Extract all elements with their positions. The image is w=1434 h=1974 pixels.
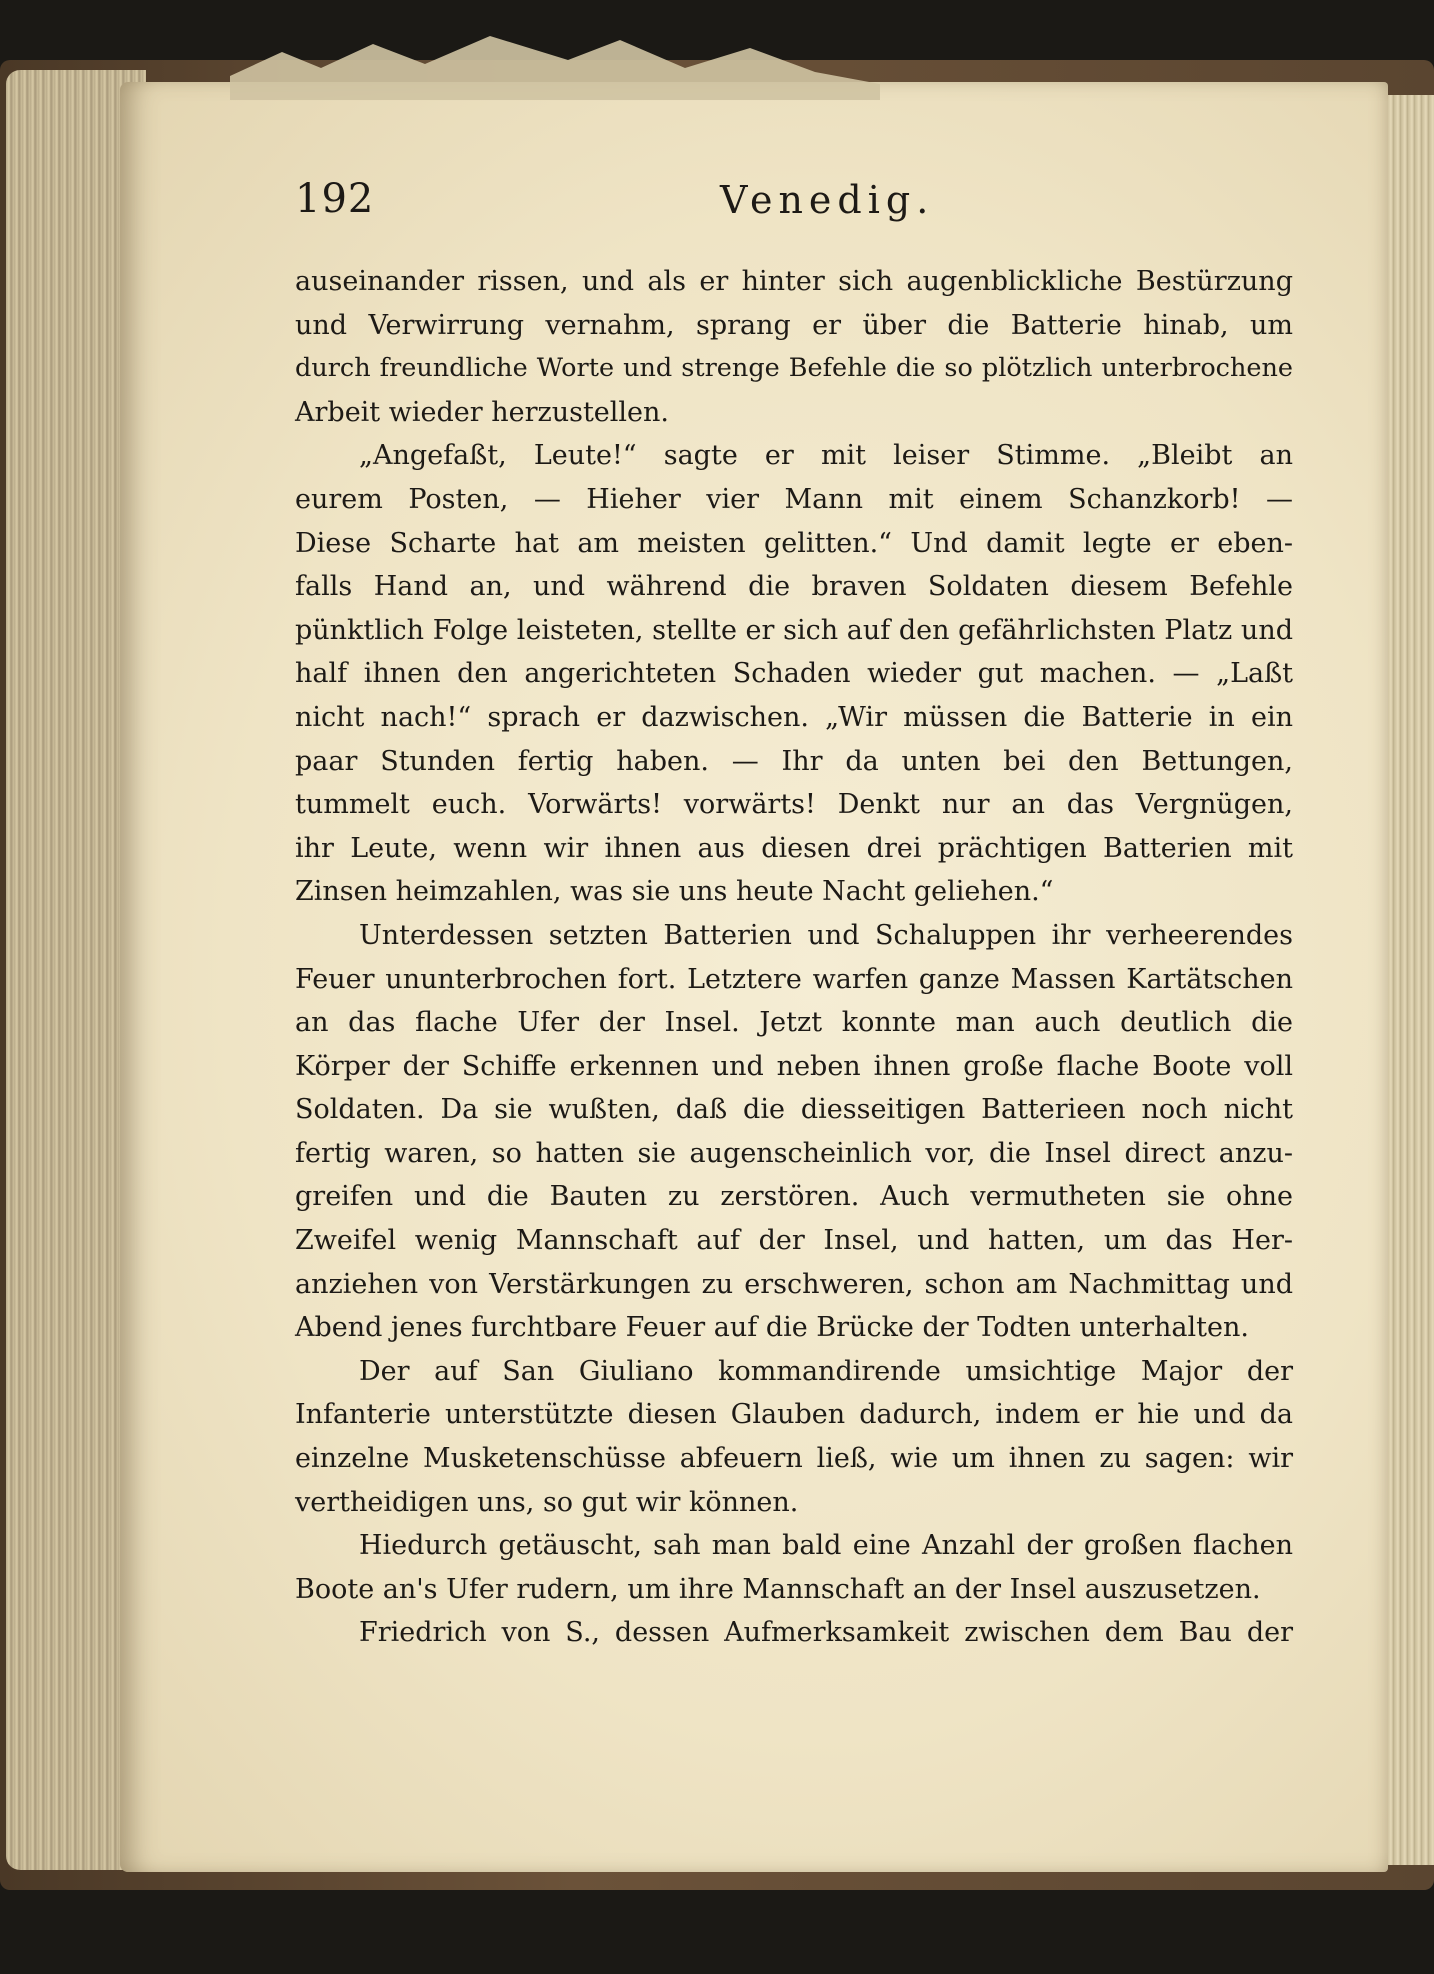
body-text xyxy=(295,260,1293,1655)
text-line: Abend jenes furchtbare Feuer auf die Brücke der Todten unterhalten. xyxy=(295,1312,1249,1344)
text-line: ihr Leute, wenn wir ihnen aus diesen drei prächtigen Batterien mit xyxy=(295,832,1293,864)
text-line: Zinsen heimzahlen, was sie uns heute Nacht geliehen.“ xyxy=(295,876,1054,908)
text-line: vertheidigen uns, so gut wir können. xyxy=(295,1486,799,1518)
text-line: Körper der Schiffe erkennen und neben ihnen große flache Boote voll xyxy=(295,1050,1293,1082)
text-line: und Verwirrung vernahm, sprang er über die Batterie hinab, um xyxy=(295,309,1293,341)
text-line: paar Stunden fertig haben. — Ihr da unten bei den Bettungen, xyxy=(295,745,1293,777)
text-line: anziehen von Verstärkungen zu erschweren, schon am Nachmittag und xyxy=(295,1268,1293,1300)
text-line: Soldaten. Da sie wußten, daß die diesseitigen Batterieen noch nicht xyxy=(295,1094,1293,1126)
text-line: pünktlich Folge leisteten, stellte er sich auf den gefährlichsten Platz und xyxy=(295,614,1293,646)
text-line: nicht nach!“ sprach er dazwischen. „Wir müssen die Batterie in ein xyxy=(295,701,1293,733)
text-line: Infanterie unterstützte diesen Glauben dadurch, indem er hie und da xyxy=(295,1399,1293,1431)
page-edge-right xyxy=(1380,95,1434,1865)
text-line: Boote an's Ufer rudern, um ihre Mannschaft an der Insel auszusetzen. xyxy=(295,1573,1261,1605)
page-number: 192 xyxy=(295,176,375,222)
running-title: Venedig. xyxy=(720,178,935,222)
text-line: Unterdessen setzten Batterien und Schaluppen ihr verheerendes xyxy=(359,919,1293,951)
text-line: Feuer ununterbrochen fort. Letztere warfen ganze Massen Kartätschen xyxy=(295,963,1293,995)
text-line: durch freundliche Worte und strenge Befehle die so plötzlich unterbrochene xyxy=(295,353,1293,384)
text-line: tummelt euch. Vorwärts! vorwärts! Denkt nur an das Vergnügen, xyxy=(295,789,1293,821)
text-line: half ihnen den angerichteten Schaden wieder gut machen. — „Laßt xyxy=(295,658,1293,690)
running-head xyxy=(295,176,1295,236)
text-line: Diese Scharte hat am meisten gelitten.“ Und damit legte er eben- xyxy=(295,527,1293,559)
text-line: an das flache Ufer der Insel. Jetzt konnte man auch deutlich die xyxy=(295,1007,1293,1039)
text-line: einzelne Musketenschüsse abfeuern ließ, wie um ihnen zu sagen: wir xyxy=(295,1443,1293,1475)
text-line: greifen und die Bauten zu zerstören. Auch vermutheten sie ohne xyxy=(295,1181,1293,1213)
text-line: falls Hand an, und während die braven Soldaten diesem Befehle xyxy=(295,571,1293,603)
text-line: eurem Posten, — Hieher vier Mann mit einem Schanzkorb! — xyxy=(295,483,1293,515)
text-line: Arbeit wieder herzustellen. xyxy=(295,396,670,428)
text-line: Hiedurch getäuscht, sah man bald eine Anzahl der großen flachen xyxy=(359,1530,1293,1562)
text-line: Der auf San Giuliano kommandirende umsichtige Major der xyxy=(359,1355,1293,1387)
text-line: Friedrich von S., dessen Aufmerksamkeit zwischen dem Bau der xyxy=(359,1617,1293,1649)
text-line: auseinander rissen, und als er hinter sich augenblickliche Bestürzung xyxy=(295,266,1293,297)
text-line: fertig waren, so hatten sie augenscheinlich vor, die Insel direct anzu- xyxy=(295,1137,1293,1169)
text-line: „Angefaßt, Leute!“ sagte er mit leiser Stimme. „Bleibt an xyxy=(359,440,1293,472)
text-line: Zweifel wenig Mannschaft auf der Insel, und hatten, um das Her- xyxy=(295,1225,1293,1257)
